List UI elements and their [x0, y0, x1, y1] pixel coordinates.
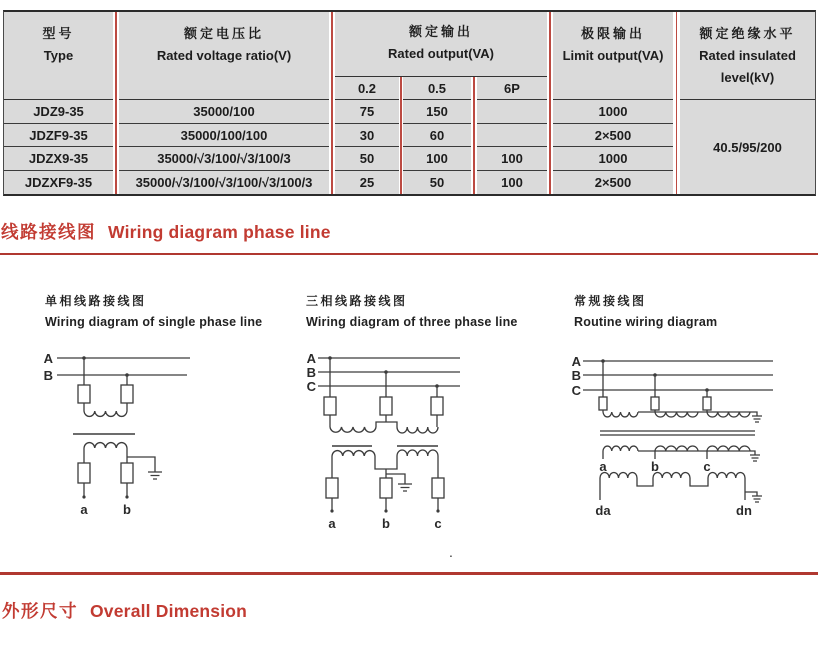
col-header-type-zh: 型号	[42, 26, 75, 41]
fuse-symbol	[380, 397, 392, 415]
fuse-symbol	[121, 385, 133, 403]
col-header-ratio	[119, 12, 329, 100]
subheader-0-5: 0.5	[403, 77, 471, 100]
col-header-insulation-zh: 额定绝缘水平	[699, 26, 796, 41]
col-header-ratio-en: Rated voltage ratio(V)	[156, 48, 292, 63]
col-header-insulation	[680, 12, 815, 100]
terminal-label-c: c	[434, 516, 442, 531]
row-3-ratio: 35000/√3/100/√3/100/√3/100/3	[119, 171, 329, 194]
phase-label-A: A	[43, 351, 53, 366]
terminal-label-c: c	[703, 459, 711, 474]
terminal-dot	[125, 495, 128, 498]
secondary-winding-1	[332, 451, 375, 456]
phase-label-B: B	[306, 365, 316, 380]
col-header-ratio-zh: 额定电压比	[183, 26, 264, 41]
section-heading-dimension-en: Overall Dimension	[90, 601, 248, 621]
col-header-rated-output-en: Rated output(VA)	[388, 46, 494, 61]
secondary-winding-3	[707, 446, 750, 451]
section-heading-wiring	[1, 219, 331, 244]
spec-table	[3, 10, 816, 196]
primary-winding	[84, 411, 127, 416]
col-header-insulation-en2: level(kV)	[720, 70, 775, 85]
phase-label-C: C	[306, 379, 316, 394]
terminal-dot	[436, 509, 439, 512]
residual-winding-3	[708, 472, 745, 478]
section-heading-dimension-zh: 外形尺寸	[2, 601, 78, 621]
primary-winding-2	[655, 412, 698, 417]
caption-three-phase-zh: 三相线路接线图	[306, 294, 408, 308]
col-header-limit-en: Limit output(VA)	[562, 48, 664, 63]
caption-single-phase	[45, 292, 262, 329]
single-phase-wiring-diagram	[0, 345, 230, 525]
section-heading-wiring-zh: 线路接线图	[1, 222, 96, 242]
section-rule-wiring	[0, 253, 818, 255]
row-2-ratio: 35000/√3/100/√3/100/3	[119, 147, 329, 171]
primary-winding-3	[707, 412, 750, 417]
caption-single-phase-en: Wiring diagram of single phase line	[45, 315, 263, 329]
fuse-symbol	[78, 463, 90, 483]
row-3-o6p: 100	[477, 171, 547, 194]
phase-label-B: B	[571, 368, 581, 383]
section-heading-wiring-en: Wiring diagram phase line	[108, 222, 331, 242]
row-1-o6p	[477, 124, 547, 147]
terminal-label-dn: dn	[736, 503, 752, 518]
row-1-ratio: 35000/100/100	[119, 124, 329, 147]
section-rule-dimension	[0, 572, 818, 575]
phase-label-A: A	[571, 354, 581, 369]
caption-routine	[574, 292, 717, 329]
routine-wiring-diagram	[565, 345, 815, 525]
col-header-rated-output	[335, 12, 547, 77]
terminal-label-b: b	[123, 502, 131, 517]
row-0-ratio: 35000/100	[119, 100, 329, 124]
terminal-label-da: da	[595, 503, 611, 518]
red-divider-6	[676, 12, 678, 194]
secondary-winding-2	[397, 450, 438, 456]
three-phase-wiring-diagram	[295, 345, 505, 540]
row-1-limit: 2×500	[553, 124, 673, 147]
secondary-winding	[84, 443, 127, 448]
terminal-label-b: b	[382, 516, 390, 531]
ground-symbol	[398, 484, 412, 491]
terminal-dot	[330, 509, 333, 512]
fuse-symbol	[326, 478, 338, 498]
row-2-limit: 1000	[553, 147, 673, 171]
row-1-o05: 60	[403, 124, 471, 147]
ground-symbol	[750, 455, 760, 461]
col-header-rated-output-zh: 额定输出	[408, 24, 473, 39]
red-divider-4	[473, 77, 475, 194]
row-2-o02: 50	[335, 147, 399, 171]
terminal-label-a: a	[599, 459, 607, 474]
phase-label-B: B	[43, 368, 53, 383]
secondary-winding-1	[603, 446, 638, 451]
period-artifact: .	[449, 544, 453, 560]
row-3-o05: 50	[403, 171, 471, 194]
primary-winding-1	[603, 412, 638, 417]
fuse-symbol	[432, 478, 444, 498]
caption-routine-zh: 常规接线图	[574, 294, 647, 308]
col-header-limit-zh: 极限输出	[580, 26, 645, 41]
fuse-symbol	[380, 478, 392, 498]
col-header-type-en: Type	[43, 48, 74, 63]
primary-winding-2	[397, 427, 438, 433]
secondary-winding-2	[655, 446, 698, 451]
fuse-symbol	[431, 397, 443, 415]
ground-symbol	[148, 472, 162, 479]
fuse-symbol	[121, 463, 133, 483]
row-0-type: JDZ9-35	[4, 100, 113, 124]
row-1-o02: 30	[335, 124, 399, 147]
fuse-symbol	[78, 385, 90, 403]
fuse-symbol	[703, 397, 711, 410]
caption-single-phase-zh: 单相线路接线图	[45, 294, 147, 308]
col-header-limit-output	[553, 12, 673, 100]
primary-winding-1	[330, 427, 376, 432]
row-3-limit: 2×500	[553, 171, 673, 194]
row-2-o05: 100	[403, 147, 471, 171]
terminal-dot	[384, 509, 387, 512]
red-divider-2	[331, 12, 333, 194]
section-heading-dimension	[2, 598, 247, 623]
ground-symbol	[752, 496, 762, 502]
caption-three-phase	[306, 292, 518, 329]
terminal-dot	[82, 495, 85, 498]
ground-symbol	[752, 416, 762, 422]
phase-label-C: C	[571, 383, 581, 398]
red-divider-5	[549, 12, 551, 194]
row-3-type: JDZXF9-35	[4, 171, 113, 194]
row-0-limit: 1000	[553, 100, 673, 124]
terminal-label-a: a	[80, 502, 88, 517]
row-3-o02: 25	[335, 171, 399, 194]
caption-three-phase-en: Wiring diagram of three phase line	[306, 315, 518, 329]
insulation-level-value: 40.5/95/200	[680, 100, 815, 194]
col-header-type	[4, 12, 113, 100]
terminal-label-a: a	[328, 516, 336, 531]
subheader-6p: 6P	[477, 77, 547, 100]
row-1-type: JDZF9-35	[4, 124, 113, 147]
row-0-o02: 75	[335, 100, 399, 124]
red-divider-1	[115, 12, 117, 194]
subheader-0-2: 0.2	[335, 77, 399, 100]
fuse-symbol	[324, 397, 336, 415]
caption-routine-en: Routine wiring diagram	[574, 315, 718, 329]
row-0-o05: 150	[403, 100, 471, 124]
fuse-symbol	[599, 397, 607, 410]
row-0-o6p	[477, 100, 547, 124]
row-2-o6p: 100	[477, 147, 547, 171]
row-2-type: JDZX9-35	[4, 147, 113, 171]
red-divider-3	[400, 77, 402, 194]
terminal-label-b: b	[651, 459, 659, 474]
fuse-symbol	[651, 397, 659, 410]
col-header-insulation-en1: Rated insulated	[699, 48, 796, 63]
phase-label-A: A	[306, 351, 316, 366]
